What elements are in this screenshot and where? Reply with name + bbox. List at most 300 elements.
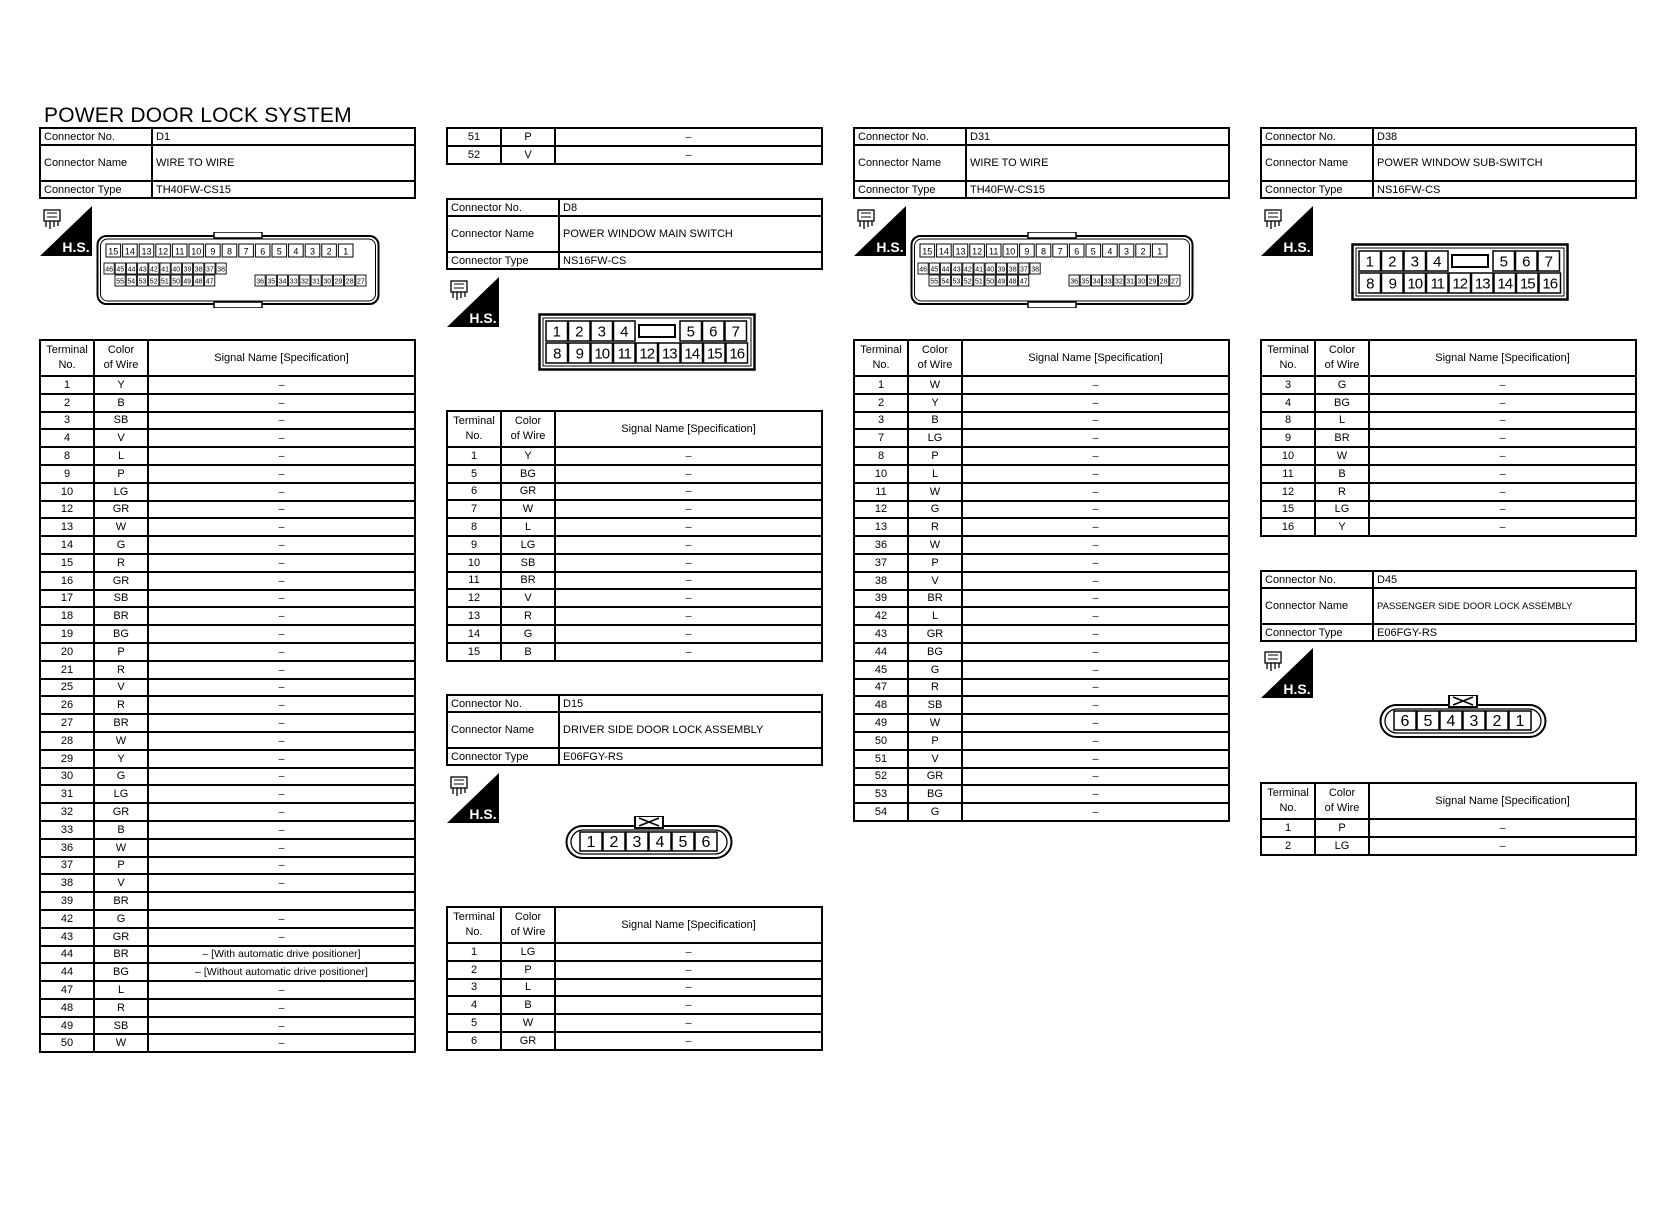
signal-name-cell: – (555, 589, 822, 607)
signal-name-cell: – (962, 465, 1229, 483)
signal-name-cell: – (962, 572, 1229, 590)
wire-color-cell: BR (94, 946, 148, 964)
table-row (447, 979, 822, 997)
terminal-no-cell: 4 (447, 996, 501, 1014)
terminal-no-cell: 12 (1261, 483, 1315, 501)
connector-pin (333, 275, 343, 286)
connector-pin (725, 321, 747, 341)
signal-name-cell: – (148, 714, 415, 732)
signal-name-header: Signal Name [Specification] (962, 340, 1229, 376)
table-row (854, 518, 1229, 536)
signal-name-cell: – (148, 465, 415, 483)
table-row (854, 447, 1229, 465)
wire-color-cell: GR (908, 625, 962, 643)
table-row (854, 661, 1229, 679)
terminal-no-cell: 18 (40, 607, 94, 625)
pin-number: 42 (150, 266, 158, 274)
signal-name-cell: – [Without automatic drive positioner] (148, 963, 415, 981)
terminal-no-cell: 42 (40, 910, 94, 928)
connector-pin (1036, 244, 1051, 257)
terminal-no-cell: 5 (447, 465, 501, 483)
terminal-no-cell: 28 (40, 732, 94, 750)
pin-number: 6 (1400, 713, 1410, 730)
wire-color-cell: GR (501, 483, 555, 501)
wire-color-cell: R (908, 679, 962, 697)
terminal-header-line2: No. (465, 430, 483, 442)
table-row (854, 536, 1229, 554)
connector-d8-column (446, 198, 823, 270)
table-row (854, 768, 1229, 786)
pin-number: 9 (210, 246, 216, 257)
wire-color-cell: Y (94, 376, 148, 394)
pin-number: 47 (1019, 278, 1028, 286)
wire-color-cell: V (908, 750, 962, 768)
wire-color-cell: B (94, 821, 148, 839)
connector-pin (123, 244, 138, 257)
connector-pin (1152, 244, 1167, 257)
connector-pin (1417, 711, 1439, 730)
wire-color-cell: GR (94, 501, 148, 519)
pin-number: 6 (260, 246, 266, 257)
wire-color-cell: R (94, 999, 148, 1017)
connector-type-value: NS16FW-CS (1373, 181, 1636, 198)
connector-name-label: Connector Name (447, 712, 559, 748)
table-row (40, 376, 415, 394)
connector-no-value: D31 (966, 128, 1229, 145)
connector-pin (216, 263, 226, 274)
table-row (40, 785, 415, 803)
connector-type-label: Connector Type (1261, 624, 1373, 641)
signal-name-cell: – (148, 803, 415, 821)
connector-type-label: Connector Type (854, 181, 966, 198)
signal-name-cell: – (1369, 483, 1636, 501)
connector-no-label: Connector No. (40, 128, 152, 145)
table-row (40, 999, 415, 1017)
connector-pin (985, 263, 995, 274)
table-row (40, 768, 415, 786)
connector-pin (986, 244, 1001, 257)
terminal-header-line1: Terminal (453, 911, 495, 923)
connector-pin (1008, 263, 1018, 274)
terminal-no-cell: 43 (40, 928, 94, 946)
connector-pin (920, 244, 935, 257)
table-row (40, 447, 415, 465)
pin-number: 10 (594, 345, 610, 363)
table-row (40, 821, 415, 839)
pin-number: 15 (1519, 275, 1535, 293)
connector-pin (953, 244, 968, 257)
connector-type-label: Connector Type (1261, 181, 1373, 198)
connector-pin (704, 343, 726, 363)
connector-pin (996, 263, 1006, 274)
signal-name-header: Signal Name [Specification] (1369, 783, 1636, 819)
wire-color-cell: BG (94, 963, 148, 981)
connector-pin (104, 263, 114, 274)
terminal-no-cell: 37 (854, 554, 908, 572)
wire-color-cell: P (94, 465, 148, 483)
pin-number: 8 (226, 246, 233, 257)
table-row (40, 554, 415, 572)
hs-label: H.S. (469, 310, 497, 326)
wire-color-cell: W (908, 536, 962, 554)
wire-color-cell: W (501, 500, 555, 518)
terminal-no-cell: 2 (447, 961, 501, 979)
connector-pin (1003, 244, 1018, 257)
terminal-no-cell: 13 (854, 518, 908, 536)
terminal-header-line1: Terminal (1267, 787, 1309, 799)
connector-pin (985, 275, 995, 286)
wire-color-cell: R (1315, 483, 1369, 501)
pin-number: 40 (986, 266, 995, 274)
color-of-wire-header (94, 340, 148, 376)
connector-d45-column (1260, 570, 1637, 642)
signal-name-cell: – (962, 554, 1229, 572)
terminal-no-cell: 31 (40, 785, 94, 803)
wire-color-cell: BG (501, 465, 555, 483)
pin-number: 15 (108, 246, 119, 257)
terminal-no-cell: 47 (40, 981, 94, 999)
wire-color-cell: W (908, 483, 962, 501)
pin-number: 6 (701, 834, 711, 851)
connector-pin (1053, 244, 1068, 257)
wire-color-cell: LG (1315, 501, 1369, 519)
table-row (40, 429, 415, 447)
signal-name-cell: – (1369, 819, 1636, 837)
pin-number: 50 (172, 278, 180, 286)
pin-number: 14 (938, 246, 949, 257)
connector-pin (1114, 275, 1124, 286)
table-row (447, 961, 822, 979)
connector-pin (222, 244, 237, 257)
connector-pin (1427, 251, 1449, 271)
wire-color-cell: BR (501, 572, 555, 590)
terminal-no-cell: 21 (40, 661, 94, 679)
connector-pin (569, 321, 591, 341)
connector-pin (1091, 275, 1101, 286)
wire-color-cell: P (908, 554, 962, 572)
table-row (40, 732, 415, 750)
table-row (447, 447, 822, 465)
terminal-no-cell: 1 (447, 447, 501, 465)
terminal-no-cell: 16 (1261, 518, 1315, 536)
pin-table-header (447, 907, 822, 943)
terminal-no-cell: 12 (447, 589, 501, 607)
e06-connector-face (1379, 695, 1547, 739)
pin-number: 29 (334, 278, 343, 286)
connector-type-label: Connector Type (447, 748, 559, 765)
connector-d38-pin-column (1260, 339, 1637, 537)
wire-color-cell: L (908, 607, 962, 625)
connector-pin (1516, 251, 1538, 271)
hs-harness-side-icon (447, 277, 499, 327)
table-row (447, 536, 822, 554)
pin-number: 55 (930, 278, 938, 286)
table-row (447, 500, 822, 518)
wire-color-cell: BG (1315, 394, 1369, 412)
wire-color-cell: G (908, 803, 962, 821)
pin-number: 46 (105, 266, 113, 274)
pin-number: 27 (1171, 278, 1179, 286)
terminal-no-cell: 1 (40, 376, 94, 394)
connector-d1-info-table (39, 127, 416, 199)
table-row (854, 429, 1229, 447)
wire-color-cell: L (94, 981, 148, 999)
terminal-no-cell: 13 (40, 518, 94, 536)
connector-pin (726, 343, 748, 363)
connector-pin (681, 343, 703, 363)
connector-d1-pin-column (39, 339, 416, 1053)
wire-color-cell: V (501, 589, 555, 607)
terminal-no-cell: 17 (40, 590, 94, 608)
hs-harness-side-icon (854, 206, 906, 256)
table-row (40, 394, 415, 412)
terminal-no-cell: 48 (854, 696, 908, 714)
connector-pin (277, 275, 287, 286)
pin-number: 4 (1433, 253, 1442, 271)
wire-color-cell: SB (94, 412, 148, 430)
pin-number: 14 (684, 345, 700, 363)
connector-pin (205, 263, 215, 274)
wire-color-cell: R (908, 518, 962, 536)
terminal-no-cell: 1 (447, 943, 501, 961)
terminal-no-cell: 1 (854, 376, 908, 394)
wire-color-cell: P (501, 961, 555, 979)
hs-label: H.S. (469, 806, 497, 822)
connector-pin (289, 275, 299, 286)
signal-name-cell: – (555, 483, 822, 501)
hs-harness-side-icon (40, 206, 92, 256)
connector-no-value: D8 (559, 199, 822, 216)
pin-number: 37 (1020, 266, 1028, 274)
wire-color-cell: SB (501, 554, 555, 572)
pin-number: 14 (124, 246, 135, 257)
connector-pin (680, 321, 702, 341)
terminal-no-cell: 3 (854, 412, 908, 430)
hs-icon-graphic (40, 206, 92, 256)
table-row (447, 572, 822, 590)
pin-number: 40 (172, 266, 181, 274)
terminal-no-cell: 38 (854, 572, 908, 590)
connector-pin (305, 244, 320, 257)
connector-d45-face-diagram (1379, 695, 1547, 739)
color-header-line2: of Wire (510, 926, 546, 938)
signal-name-cell: – (555, 554, 822, 572)
wire-color-cell: R (94, 554, 148, 572)
terminal-header-line2: No. (1279, 802, 1297, 814)
connector-pin (345, 275, 355, 286)
wire-color-cell: W (94, 732, 148, 750)
signal-name-cell: – (962, 679, 1229, 697)
wire-color-cell: L (501, 518, 555, 536)
terminal-no-cell: 52 (447, 146, 501, 164)
connector-pin (1404, 251, 1426, 271)
pin-number: 7 (243, 246, 249, 257)
pin-number: 31 (1126, 278, 1134, 286)
terminal-no-cell: 3 (1261, 376, 1315, 394)
pin-number: 54 (127, 278, 136, 286)
pin-number: 12 (158, 246, 169, 257)
terminal-no-cell: 39 (854, 590, 908, 608)
connector-type-label: Connector Type (40, 181, 152, 198)
table-row (447, 518, 822, 536)
pin-number: 1 (1365, 253, 1374, 271)
pin-number: 10 (191, 246, 202, 257)
table-row (854, 465, 1229, 483)
signal-name-cell: – (962, 643, 1229, 661)
terminal-no-cell: 4 (1261, 394, 1315, 412)
connector-pin (1007, 275, 1017, 286)
wire-color-cell: W (908, 376, 962, 394)
connector-pin (289, 244, 304, 257)
wire-color-cell: LG (501, 536, 555, 554)
pin-number: 1 (552, 323, 561, 341)
wire-color-cell: G (94, 768, 148, 786)
pin-number: 13 (661, 345, 677, 363)
terminal-no-cell: 5 (447, 1014, 501, 1032)
connector-pin (1136, 244, 1151, 257)
signal-name-cell: – (962, 785, 1229, 803)
connector-pin (1147, 275, 1157, 286)
terminal-no-cell: 14 (447, 625, 501, 643)
pin-number: 33 (1103, 278, 1112, 286)
terminal-no-cell: 43 (854, 625, 908, 643)
terminal-no-cell: 12 (40, 501, 94, 519)
color-header-line1: Color (1328, 787, 1356, 799)
wire-color-cell: Y (1315, 518, 1369, 536)
signal-name-cell: – (555, 447, 822, 465)
pin-number: 5 (686, 323, 695, 341)
table-row (854, 696, 1229, 714)
terminal-no-cell: 1 (1261, 819, 1315, 837)
terminal-no-cell: 47 (854, 679, 908, 697)
hs-label: H.S. (1283, 239, 1311, 255)
hs-icon-graphic (854, 206, 906, 256)
pin-number: 16 (1542, 275, 1558, 293)
connector-pin (1382, 251, 1404, 271)
signal-name-cell: – (555, 607, 822, 625)
color-header-line1: Color (514, 911, 542, 923)
connector-d31-face-diagram (910, 232, 1194, 308)
connector-no-value: D1 (152, 128, 415, 145)
wire-color-cell: P (908, 447, 962, 465)
pin-number: 5 (678, 834, 688, 851)
signal-name-cell: – (962, 803, 1229, 821)
wire-color-cell: G (908, 661, 962, 679)
connector-d15-pin-column (446, 906, 823, 1051)
table-row (40, 839, 415, 857)
color-header-line1: Color (921, 344, 949, 356)
wire-color-cell: Y (501, 447, 555, 465)
connector-pin (918, 263, 928, 274)
pin-number: 12 (972, 246, 983, 257)
pin-number: 52 (963, 278, 972, 286)
wire-color-cell: BR (94, 892, 148, 910)
connector-pin (614, 321, 636, 341)
table-row (40, 963, 415, 981)
signal-name-cell: – (148, 429, 415, 447)
connector-pin (1509, 711, 1531, 730)
pin-number: 11 (989, 246, 999, 257)
color-header-line2: of Wire (1324, 802, 1360, 814)
table-row (854, 785, 1229, 803)
connector-pin (649, 832, 671, 851)
terminal-header-line1: Terminal (46, 344, 88, 356)
wire-color-cell: V (501, 146, 555, 164)
connector-pin (194, 263, 204, 274)
wire-color-cell: L (908, 465, 962, 483)
connector-no-value: D45 (1373, 571, 1636, 588)
connector-type-value: E06FGY-RS (559, 748, 822, 765)
table-row (447, 1032, 822, 1050)
connector-d31-column (853, 127, 1230, 199)
connector-pin (974, 275, 984, 286)
table-row (854, 732, 1229, 750)
signal-name-cell: – (148, 821, 415, 839)
table-row (1261, 819, 1636, 837)
signal-name-cell: – (962, 590, 1229, 608)
terminal-no-cell: 12 (854, 501, 908, 519)
connector-pin (937, 244, 952, 257)
pin-number: 15 (706, 345, 722, 363)
connector-pin (189, 244, 204, 257)
connector-pin (171, 263, 181, 274)
connector-d1-column (39, 127, 416, 199)
signal-name-cell: – (148, 874, 415, 892)
wire-color-cell: W (1315, 447, 1369, 465)
terminal-no-cell: 8 (1261, 412, 1315, 430)
connector-pin (1427, 273, 1449, 293)
wire-color-cell: P (1315, 819, 1369, 837)
signal-name-cell: – (148, 625, 415, 643)
terminal-no-cell: 15 (1261, 501, 1315, 519)
connector-type-value: E06FGY-RS (1373, 624, 1636, 641)
pin-number: 16 (729, 345, 745, 363)
connector-no-label: Connector No. (447, 695, 559, 712)
pin-table-header (40, 340, 415, 376)
table-row (40, 661, 415, 679)
connector-name-value: POWER WINDOW SUB-SWITCH (1373, 145, 1636, 181)
signal-name-cell: – [With automatic drive positioner] (148, 946, 415, 964)
connector-pin (951, 275, 961, 286)
signal-name-cell: – (148, 572, 415, 590)
pin-number: 14 (1497, 275, 1513, 293)
hs-icon-graphic (447, 773, 499, 823)
connector-pin (138, 263, 148, 274)
signal-name-cell: – (148, 554, 415, 572)
signal-name-cell: – (962, 447, 1229, 465)
connector-pin (1119, 244, 1134, 257)
pin-number: 11 (617, 345, 632, 363)
wire-color-cell: LG (94, 483, 148, 501)
color-header-line2: of Wire (1324, 359, 1360, 371)
table-row (447, 607, 822, 625)
pin-number: 8 (553, 345, 561, 363)
wire-color-cell: BG (908, 785, 962, 803)
connector-d8-pin-column (446, 410, 823, 662)
terminal-no-cell: 7 (854, 429, 908, 447)
wire-color-cell: B (501, 643, 555, 661)
connector-pin (156, 244, 171, 257)
pin-number: 39 (997, 266, 1006, 274)
terminal-header-line1: Terminal (453, 415, 495, 427)
terminal-no-header (40, 340, 94, 376)
connector-pin (311, 275, 321, 286)
connector-pin (115, 263, 125, 274)
table-row (40, 518, 415, 536)
terminal-no-cell: 8 (40, 447, 94, 465)
signal-name-header: Signal Name [Specification] (555, 411, 822, 447)
pin-number: 4 (1107, 246, 1113, 257)
